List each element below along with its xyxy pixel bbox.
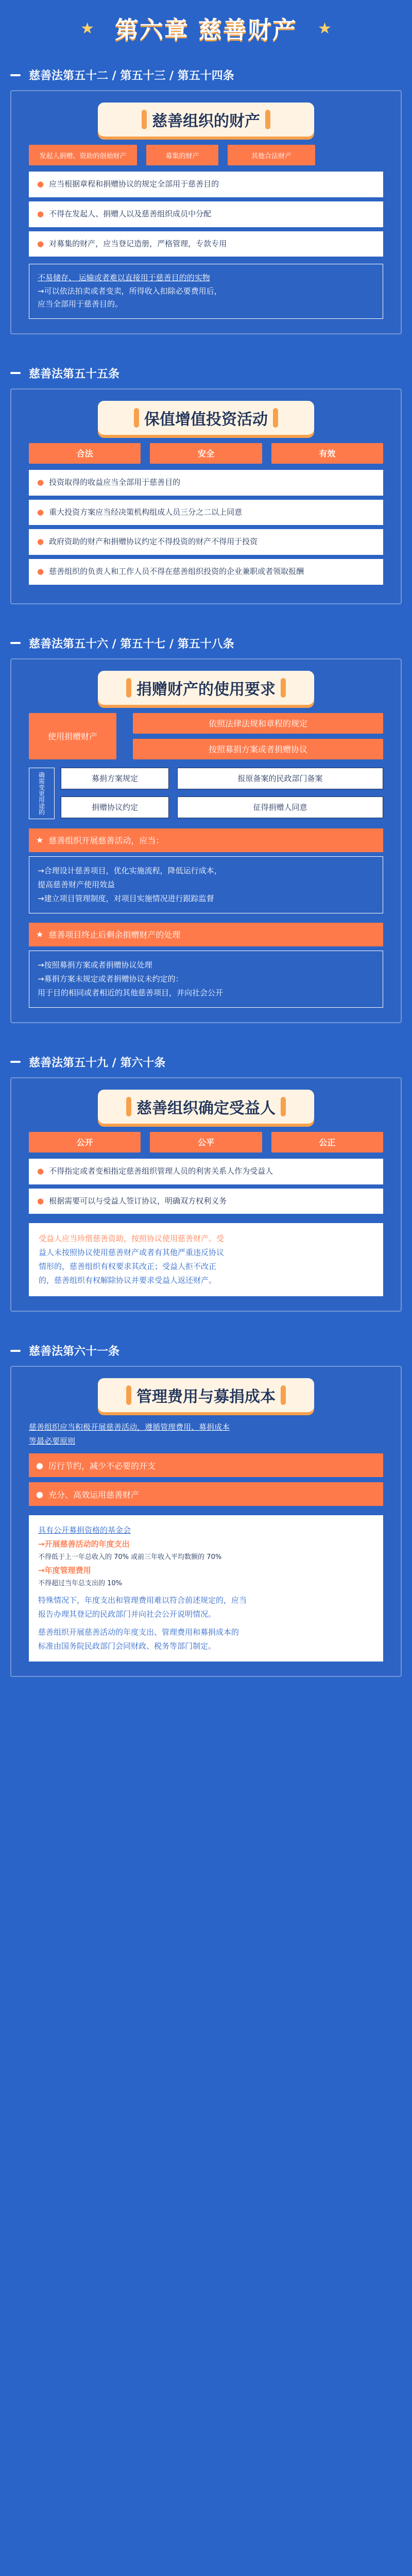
text-box: →合理设计慈善项目，优化实施流程，降低运行成本， 提高慈善财产使用效益 →建立项目管理制度，对项目实施情况进行跟踪监督: [29, 856, 383, 913]
change-result: 报原备案的民政部门备案: [177, 768, 383, 789]
tag: 其他合法财产: [228, 145, 315, 165]
section-header: [10, 1343, 402, 1359]
star-icon: ★: [318, 19, 332, 38]
section-card: [10, 388, 402, 604]
list-item: ● 不得指定或者变相指定慈善组织管理人员的利害关系人作为受益人: [29, 1159, 383, 1184]
change-flow: [29, 768, 383, 819]
section-card: [10, 658, 402, 1023]
bar-decoration: [142, 110, 147, 129]
card-title: 慈善组织的财产: [152, 112, 260, 130]
list-item: ● 重大投资方案应当经决策机构组成人员三分之二以上同意: [29, 500, 383, 526]
tag: 合法: [29, 443, 141, 464]
list-item: ● 投资取得的收益应当全部用于慈善目的: [29, 470, 383, 496]
divider: [10, 372, 21, 374]
bar-decoration: [273, 408, 278, 428]
tag: 发起人捐赠、资助的创始财产: [29, 145, 137, 165]
change-condition: 募捐方案规定: [61, 768, 169, 789]
star-icon: ★: [36, 835, 44, 845]
tag: 公正: [271, 1132, 383, 1153]
card-title: 慈善组织确定受益人: [136, 1099, 276, 1117]
bullet-icon: ●: [37, 1196, 44, 1206]
list-item: ● 政府资助的财产和捐赠协议约定不得投资的财产不得用于投资: [29, 529, 383, 555]
bullet-icon: ●: [37, 179, 44, 189]
beneficiary-note: 受益人应当珍惜慈善资助，按照协议使用慈善财产。受 益人未按照协议使用慈善财产或者有其他严重违反协议 情形的，慈善组织有权要求其改正；受益人拒不改正 的，慈善组织有权解除协议并要求受益人返还财产。: [29, 1223, 383, 1296]
principle-item: ● 厉行节约，减少不必要的开支: [29, 1453, 383, 1477]
section-title: 慈善法第五十九 / 第六十条: [29, 1056, 166, 1070]
tag: 安全: [150, 443, 262, 464]
subsection-bar: ★ 慈善项目终止后剩余捐赠财产的处理: [29, 923, 383, 946]
change-row: [61, 768, 383, 789]
section-title: 慈善法第六十一条: [29, 1345, 120, 1359]
change-result: 征得捐赠人同意: [177, 796, 383, 818]
section-header: [10, 67, 402, 83]
bar-decoration: [126, 678, 131, 698]
usage-flow: [29, 713, 383, 759]
section-card: [10, 90, 402, 334]
usage-box: 使用捐赠财产: [29, 713, 116, 759]
card-title: 保值增值投资活动: [144, 410, 268, 429]
qualification-box: 具有公开募捐资格的基金会 →开展慈善活动的年度支出 不得低于上一年总收入的 70% 或前三年收入平均数额的 70% →年度管理费用 不得超过当年总支出的 10% 特殊情况下，年度支出和管理费用难以符合前述规定的，应当 报告办理其登记的民政部门并向社会公开说明情况。 慈善组织开展慈善活动的年度支出、管理费用和募捐成本的 标准由国务院民政部门会同财政、税务等部门制定。: [29, 1515, 383, 1662]
change-rows: [61, 768, 383, 819]
bar-decoration: [134, 408, 139, 428]
usage-rules: [123, 713, 383, 759]
divider: [10, 642, 21, 644]
list-item: ● 应当根据章程和捐赠协议的规定全部用于慈善目的: [29, 172, 383, 197]
card-title-pill: [98, 1378, 314, 1412]
section-header: [10, 1054, 402, 1070]
card-title-pill: [98, 401, 314, 435]
chapter-banner: [10, 0, 402, 57]
text-box: →按照募捐方案或者捐赠协议处理 →募捐方案未规定或者捐赠协议未约定的： 用于目的相同或者相近的其他慈善项目，并向社会公开: [29, 951, 383, 1008]
list-item: ● 根据需要可以与受益人签订协议，明确双方权利义务: [29, 1189, 383, 1214]
rule: 按照募捐方案或者捐赠协议: [133, 739, 383, 759]
section-title: 慈善法第五十二 / 第五十三 / 第五十四条: [29, 70, 234, 82]
tag-row: [29, 1132, 383, 1153]
bar-decoration: [281, 678, 286, 698]
bar-decoration: [281, 1097, 286, 1116]
bar-decoration: [265, 110, 270, 129]
bullet-icon: ●: [37, 209, 44, 218]
chapter-title: 第六章 慈善财产: [114, 16, 297, 44]
bullet-icon: ●: [37, 239, 44, 248]
card-title-pill: [98, 1090, 314, 1124]
section-header: [10, 635, 402, 651]
section-title: 慈善法第五十五条: [29, 367, 120, 381]
bullet-icon: ●: [36, 1460, 43, 1470]
tag-row: [29, 145, 383, 165]
tag: 公开: [29, 1132, 141, 1153]
section-card: [10, 1366, 402, 1677]
list-item: ● 不得在发起人、捐赠人以及慈善组织成员中分配: [29, 201, 383, 227]
section-header: [10, 365, 402, 381]
tag: 公平: [150, 1132, 262, 1153]
tag: 有效: [271, 443, 383, 464]
note-box: 不易储存、 运输或者难以直接用于慈善目的的实物 →可以依法拍卖或者变卖，所得收入扣除必要费用后， 应当全部用于慈善目的。: [29, 264, 383, 319]
bullet-icon: ●: [37, 507, 44, 517]
bullet-icon: ●: [37, 1166, 44, 1176]
star-icon: ★: [80, 19, 94, 38]
intro-text: 慈善组织应当积极开展慈善活动，遵循管理费用、募捐成本 等最必要原则: [29, 1422, 230, 1446]
divider: [10, 74, 21, 76]
bar-decoration: [126, 1097, 131, 1116]
change-condition: 捐赠协议约定: [61, 796, 169, 818]
change-label: 确需变更用途的: [29, 768, 55, 819]
section-card: [10, 1077, 402, 1312]
principle-item: ● 充分、高效运用慈善财产: [29, 1482, 383, 1506]
bullet-icon: ●: [37, 477, 44, 487]
star-icon: ★: [36, 929, 44, 940]
card-title-pill: [98, 671, 314, 705]
rule: 依照法律法规和章程的规定: [133, 713, 383, 734]
bar-decoration: [281, 1385, 286, 1405]
list-item: ● 慈善组织的负责人和工作人员不得在慈善组织投资的企业兼职或者领取报酬: [29, 559, 383, 585]
list-item: ● 对募集的财产，应当登记造册，严格管理，专款专用: [29, 231, 383, 257]
subsection-bar: ★ 慈善组织开展慈善活动，应当：: [29, 828, 383, 852]
divider: [10, 1350, 21, 1352]
bullet-icon: ●: [37, 567, 44, 576]
card-title: 管理费用与募捐成本: [136, 1388, 276, 1406]
bullet-icon: ●: [36, 1489, 43, 1499]
card-title-pill: [98, 103, 314, 137]
tag-row: [29, 443, 383, 464]
divider: [10, 1061, 21, 1063]
change-row: [61, 796, 383, 818]
section-title: 慈善法第五十六 / 第五十七 / 第五十八条: [29, 637, 234, 651]
card-title: 捐赠财产的使用要求: [136, 680, 276, 699]
bullet-icon: ●: [37, 537, 44, 547]
bar-decoration: [126, 1385, 131, 1405]
tag: 募集的财产: [146, 145, 218, 165]
